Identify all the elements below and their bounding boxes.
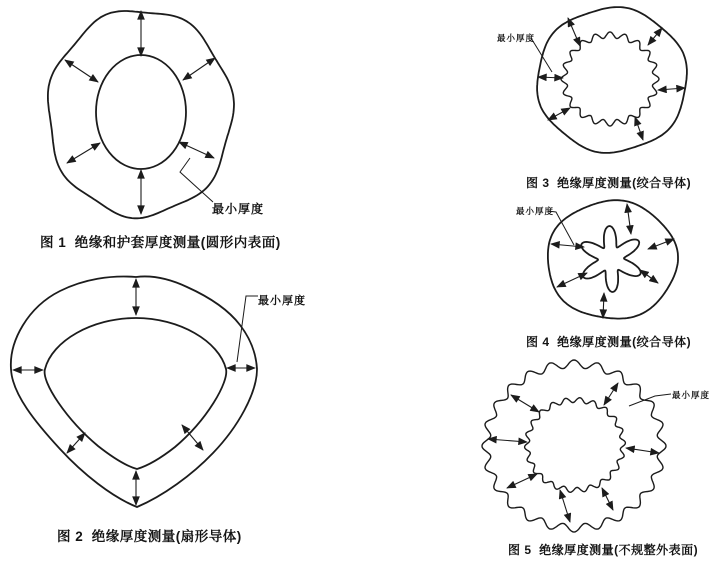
figure5-leader-line xyxy=(629,394,671,406)
figure5-min-thickness-label: 最小厚度 xyxy=(672,390,711,400)
figure1-min-thickness-label: 最小厚度 xyxy=(212,202,265,216)
figure5-drawing xyxy=(482,360,671,532)
figure1-drawing xyxy=(48,11,234,218)
figure5-caption: 图 5 绝缘厚度测量(不规整外表面) xyxy=(508,543,699,557)
figure3-min-thickness-label: 最小厚度 xyxy=(497,33,536,43)
figure3-drawing xyxy=(531,7,687,153)
figure1-caption: 图 1 绝缘和护套厚度测量(圆形内表面) xyxy=(40,235,281,250)
figure4-min-thickness-label: 最小厚度 xyxy=(516,206,555,216)
figure2-caption: 图 2 绝缘厚度测量(扇形导体) xyxy=(57,529,242,544)
figure4-caption: 图 4 绝缘厚度测量(绞合导体) xyxy=(526,335,692,349)
figure2-min-thickness-label: 最小厚度 xyxy=(258,295,306,307)
figure3-caption: 图 3 绝缘厚度测量(绞合导体) xyxy=(526,176,692,190)
figure2-drawing xyxy=(11,276,258,507)
figure4-drawing xyxy=(548,200,678,318)
